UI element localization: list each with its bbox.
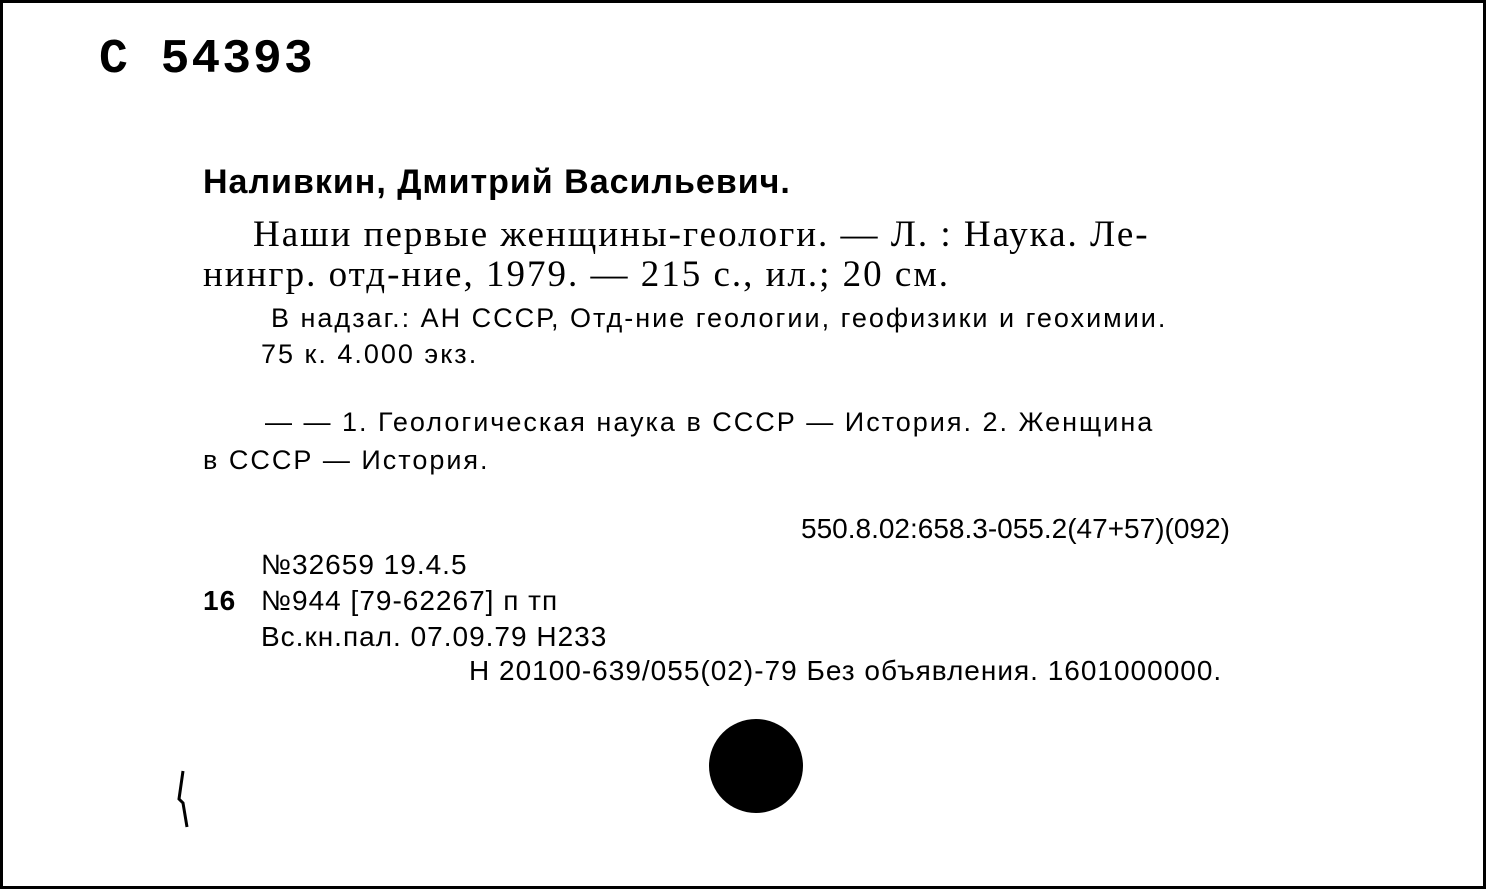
registration-line-1: №32659 19.4.5 [261,549,468,580]
punch-hole [709,719,803,813]
call-number: С 54393 [99,33,315,87]
author-heading: Наливкин, Дмитрий Васильевич. [203,163,791,201]
registration-number: 16 [203,585,237,616]
udc-classification: 550.8.02:658.3-055.2(47+57)(092) [801,513,1230,544]
tracing-line-1: — — 1. Геологическая наука в СССР — История. 2. Женщина [265,407,1155,437]
note-line-2: 75 к. 4.000 экз. [261,339,479,369]
note-line-1: В надзаг.: АН СССР, Отд-ние геологии, геофизики и геохимии. [271,303,1168,333]
tracing-line-2: в СССР — История. [203,445,490,475]
title-line-2: нингр. отд-ние, 1979. — 215 с., ил.; 20 см. [203,254,950,295]
title-line-1: Наши первые женщины-геологи. — Л. : Наука. Ле- [253,214,1150,255]
pencil-mark-icon [173,769,195,829]
registration-line-2: №944 [79-62267] п тп [261,585,559,616]
registration-line-3: Вс.кн.пал. 07.09.79 Н233 [261,621,608,652]
registration-line-4: Н 20100-639/055(02)-79 Без объявления. 1601000000. [469,655,1223,686]
